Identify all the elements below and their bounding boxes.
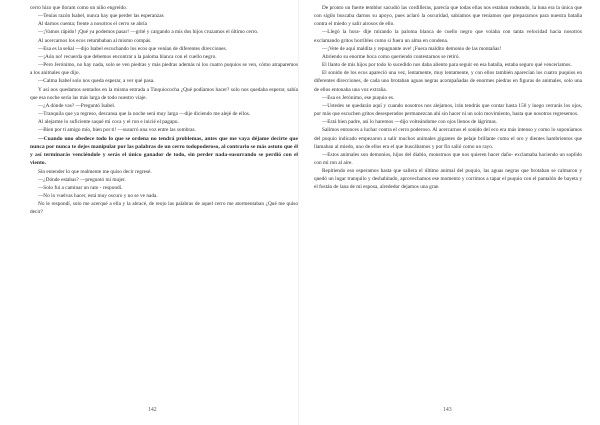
paragraph: —Tenías razón Isabel, nunca hay que perder las esperanzas	[38, 13, 164, 20]
paragraph: —Llegó la hora- dije mirando la paloma blanca de cuello negro que volaba con tanta velocidad hacia nosotros exclamando gritos horribles como si fuera un alma en condena.	[314, 29, 582, 44]
right-page	[314, 4, 582, 192]
paragraph: cerro hizo que lloram como un niño engreído.	[30, 5, 128, 11]
paragraph: Al alejarme lo suficiente saqué mi coca y el ron e inicié el pagapu.	[38, 119, 179, 126]
paragraph: —Bien por ti amigo mío, bien por ti! —susurró una voz entre las sombras.	[38, 127, 196, 134]
paragraph: —¡Aún no! recuerda que debemos encontrar a la paloma blanca con el cuello negro.	[38, 53, 217, 60]
right-page-number: 143	[443, 407, 452, 413]
paragraph: Abriendo su enorme boca como queriendo contestarnos se retiró.	[322, 53, 460, 60]
paragraph: —Está bien padre, así lo haremos —dijo volteándome con ojos llenos de lágrimas.	[322, 119, 498, 126]
paragraph: El llanto de mis hijos por todo lo sucedido nos daba aliento para seguir en esa batalla, estaba seguro qué venceríamos.	[322, 62, 572, 69]
paragraph: —No lo vuelvas hacer, está muy oscuro y no se ve nada.	[38, 193, 158, 200]
paragraph: Repitiendo eso esperamos hasta que saliera el último animal del puquio, las aguas negras que brotaban se calmaron y quedó un lugar tranquilo y deshabitado, aprovechamos ese momento y corrimos a tapar el puquio con el pantalón de bayeta y el fustán de lana de mi esposa, alrededor dejamos una gran	[314, 168, 582, 191]
paragraph: —¿Dónde estabas? —preguntó mi mujer.	[38, 176, 126, 183]
paragraph: —¡Vamos rápido! ¡Qué ya podemos pasar! —grité y cargando a mis dos hijos cruzamos el último cerro.	[38, 29, 259, 36]
paragraph: Sin entender lo que realmente me quiso decir regresé.	[38, 168, 152, 175]
paragraph: No le respondí, solo me acerqué a ella y la abracé, de reojo las palabras de aquel cerro me atormentaban ¿Qué me quiso decir?	[30, 201, 298, 216]
paragraph: —Tranquila que ya regreso, descansa que la noche será muy larga —dije diciendo me alejé de ellos.	[38, 111, 251, 118]
paragraph: Al acercarnos los ecos retumbaban al mismo compás.	[38, 37, 152, 44]
paragraph: —Ustedes se quedarán aquí y cuando nosotros nos alejamos, irán tendrás que contar hasta 150 y luego cerrarás los ojos, por más que escuchen gritos desesperados permanezcan ahí sin hacer ni un solo movimiento, hasta que nosotros regresemos.	[314, 102, 582, 118]
paragraph: —Cuando uno obedece todo lo que se ordena no tendrá problemas, antes que me vaya déjame decirte que nunca por nunca te dejes manipular por las palabras de un cerro todopoderoso, al contrario se más astuto que él y así terminarás venciéndole y serás el único ganador de todo, sin perder nada-susurrando se perdió con el viento.	[30, 135, 298, 167]
left-page	[30, 4, 298, 217]
paragraph: El sonido de los ecos aparecíó una vez, lentamente, muy lentamente, y con ellos también aparecían los cuatro puquios en diferentes direcciones, de cada uno brotaban aguas negras acompañadas de enormes piedras en figuras de animales, solo una de ellos entonaba una voz extraña.	[314, 70, 582, 93]
left-page-number: 142	[148, 407, 157, 413]
paragraph: —Esa es la señal —dijo Isabel escuchando los ecos que venían de diferentes direcciones.	[38, 45, 227, 52]
paragraph: —¡Vete de aquí maldita y repugnante ave! ¡Fuera maldito demonio de las montañas!	[322, 45, 502, 52]
paragraph: —Esa es Jerónimo, ese puquio es.	[322, 94, 395, 101]
page-gutter	[298, 0, 299, 425]
paragraph: —Calma Isabel solo nos queda esperar, a ver qué pasa.	[38, 78, 155, 85]
paragraph: Y así nos quedamos sentados en la misma entrada a Tinquiococha ¿Qué podíamos hacer? solo nos quedaba esperar, sabía que esa noche sería las más larga de todo nuestro viaje.	[30, 86, 298, 101]
paragraph: —¿A dónde vas? —Preguntó Isabel.	[38, 102, 116, 109]
paragraph: —Pero Jerónimo, no hay nada, solo se ven piedras y más piedras además ni los cuatro puquios se ven, cómo atraparemos a los animales que dijo.	[30, 62, 298, 77]
paragraph: Salimos entonces a luchar contra el cerro poderoso. Al acercarnos el sonido del eco era más intenso y como lo suponíamos del puquio indicado empezaron a salir muchos animales gigantes de pelaje brillante como el oro y dientes hambrientos que llamaban al miedo, uno de ellos era el que buscábamos y por fin salió como un rayo.	[314, 127, 582, 150]
paragraph: Al darnos cuenta; frente a nosotros el cerro se abría	[38, 21, 147, 28]
paragraph: —Solo fui a caminar un rato - respondí.	[38, 185, 123, 191]
paragraph: —Estos animales son demonios, hijos del diablo, monstruos que nos quieren hacer daño- exclamaba haciendo un soplido con mi ron al aire.	[314, 151, 582, 166]
paragraph: De pronto un fuerte temblor sacudió las cordilleras, parecía que todas ellas nos estaban rodeando, la luna era la única que con sigilo buscaba darnos su apoyo, pues aclaró la oscuridad, sabíamos que teníamos que prepararnos para nuestra batalla contra el miedo y salir airosos de ello.	[314, 5, 582, 28]
